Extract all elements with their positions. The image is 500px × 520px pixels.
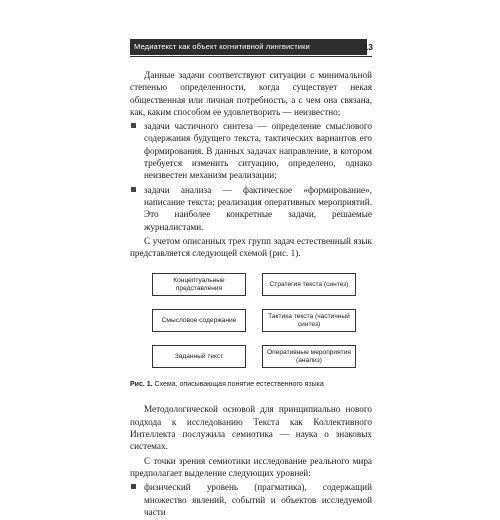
- box-text-tactics: Тактика текста (частичный синтез): [262, 309, 356, 332]
- bullet-text: физический уровень (прагматика), содержащий множество явлений, событий и объектов исследуемой части: [144, 482, 372, 517]
- bullet-item: [130, 184, 372, 233]
- semiotics-paragraph: С точки зрения семиотики исследование реального мира предполагает выделение следующих уровней:: [130, 455, 372, 478]
- bullet-item: [130, 120, 372, 181]
- header-rule: [130, 56, 372, 57]
- intro-paragraph: Данные задачи соответствуют ситуации с минимальной степенью определенности, когда существует некая общественная или личная потребность, а с чем она связана, как, каким способом ее удовлетворить — неизвестно;: [130, 70, 372, 117]
- square-bullet-icon: [131, 484, 136, 489]
- caption-label: Рис. 1.: [130, 381, 153, 389]
- box-operational-measures: Оперативные мероприятия (анализ): [262, 345, 356, 368]
- page-number: 13: [363, 42, 373, 52]
- figure-caption: [130, 380, 372, 389]
- scheme-figure: [130, 273, 372, 373]
- methodology-paragraph: Методологической основой для принципиально нового подхода к исследованию Текста как Коллективного Интеллекта послужила семиотика — наука о знаковых системах.: [130, 404, 372, 452]
- box-conceptual-representations: Концептуальные представления: [152, 273, 246, 296]
- page-body: [130, 69, 372, 520]
- caption-text: Схема, описывающая понятие естественного языка: [154, 381, 324, 389]
- bullet-text: задачи частичного синтеза — определение смыслового содержания будущего текста, тактических вариантов его формирования. В данных задачах направление, в котором требуется изменить ситуацию, определено, однако неизвестен механизм реализации;: [144, 121, 372, 181]
- running-title: Медиатекст как объект когнитивной лингвистики: [130, 39, 367, 55]
- square-bullet-icon: [131, 123, 136, 128]
- scheme-lead-paragraph: С учетом описанных трех групп задач естественный язык представляется следующей схемой (рис. 1).: [130, 235, 372, 259]
- box-semantic-content: Смысловое содержание: [152, 309, 246, 332]
- bullet-text: задачи анализа — фактическое «формирование», написание текста; реализация оперативных мероприятий. Это наиболее конкретные задачи, решаемые журналистами.: [144, 184, 372, 232]
- square-bullet-icon: [131, 187, 136, 192]
- box-text-strategy: Стратегия текста (синтез): [262, 273, 356, 296]
- box-given-text: Заданный текст: [152, 345, 246, 368]
